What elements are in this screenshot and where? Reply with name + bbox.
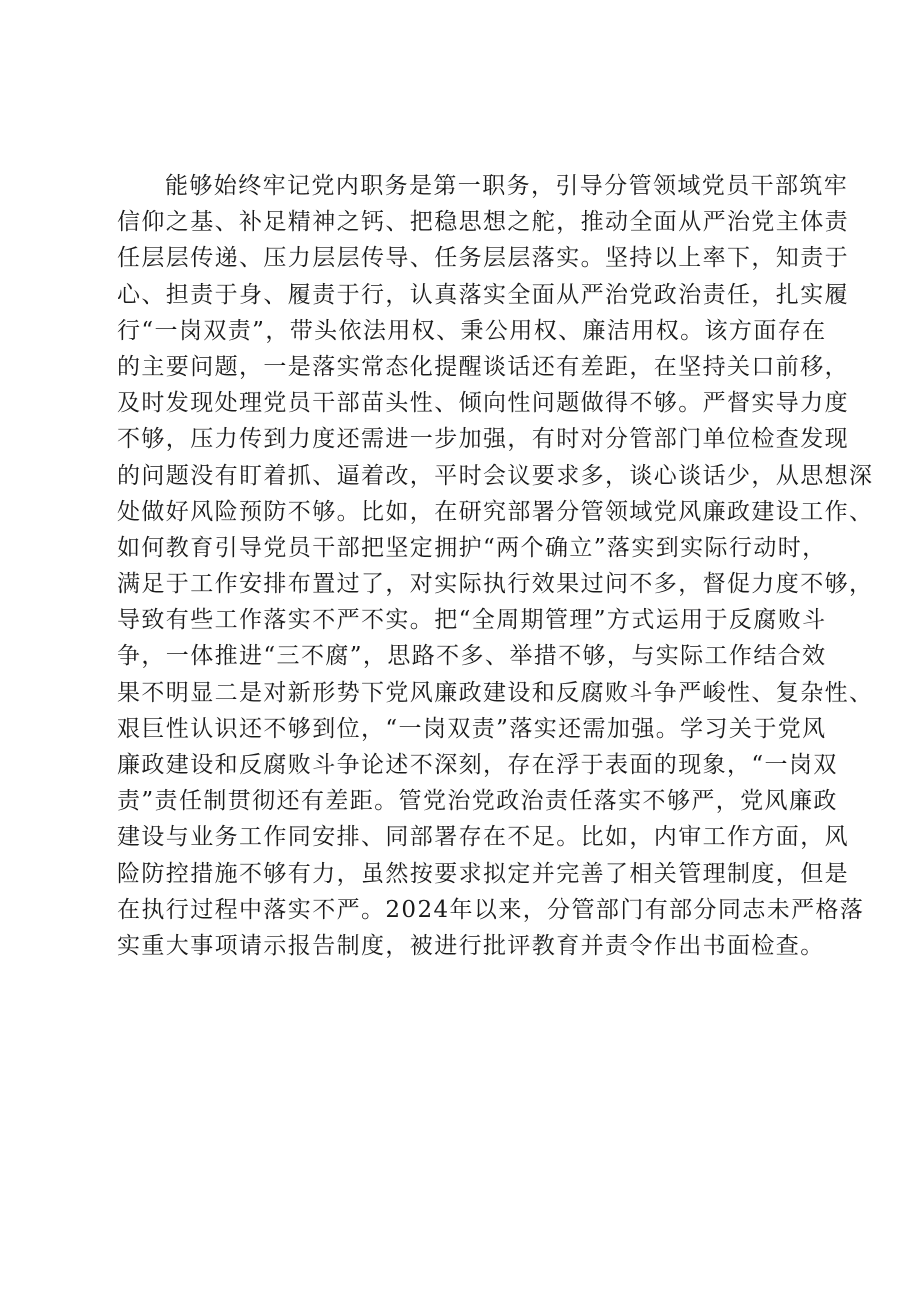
- text-line: 信仰之基、补足精神之钙、把稳思想之舵，推动全面从严治党主体责: [117, 209, 849, 236]
- text-line: 实重大事项请示报告制度，被进行批评教育并责令作出书面检查。: [117, 932, 825, 959]
- text-line: 艰巨性认识还不够到位，“一岗双责”落实还需加强。学习关于党风: [117, 715, 827, 742]
- text-line: 廉政建设和反腐败斗争论述不深刻，存在浮于表面的现象，“一岗双: [117, 752, 838, 778]
- text-line: 不够，压力传到力度还需进一步加强，有时对分管部门单位检查发现: [117, 426, 849, 453]
- text-line: 果不明显二是对新形势下党风廉政建设和反腐败斗争严峻性、复杂性、: [117, 679, 874, 706]
- text-line: 及时发现处理党员干部苗头性、倾向性问题做得不够。严督实导力度: [117, 390, 849, 417]
- text-line: 的问题没有盯着抓、逼着改，平时会议要求多，谈心谈话少，从思想深: [117, 462, 874, 489]
- text-line: 险防控措施不够有力，虽然按要求拟定并完善了相关管理制度，但是: [117, 860, 849, 887]
- text-line: 满足于工作安排布置过了，对实际执行效果过问不多，督促力度不够，: [117, 571, 874, 598]
- text-line: 心、担责于身、履责于行，认真落实全面从严治党政治责任，扎实履: [117, 281, 849, 308]
- text-line: 建设与业务工作同安排、同部署存在不足。比如，内审工作方面，风: [117, 824, 849, 851]
- text-line: 导致有些工作落实不严不实。把“全周期管理”方式运用于反腐败斗: [117, 607, 827, 634]
- text-line: 能够始终牢记党内职务是第一职务，引导分管领域党员干部筑牢: [165, 173, 849, 199]
- text-line: 责”责任制贯彻还有差距。管党治党政治责任落实不够严，党风廉政: [117, 788, 838, 815]
- text-line: 的主要问题，一是落实常态化提醒谈话还有差距，在坚持关口前移，: [117, 353, 849, 380]
- text-line: 如何教育引导党员干部把坚定拥护“两个确立”落实到实际行动时，: [117, 534, 827, 561]
- text-line: 任层层传递、压力层层传导、任务层层落实。坚持以上率下，知责于: [117, 245, 849, 272]
- text-line: 争，一体推进“三不腐”，思路不多、举措不够，与实际工作结合效: [117, 643, 827, 670]
- text-line: 处做好风险预防不够。比如，在研究部署分管领域党风廉政建设工作、: [117, 498, 874, 525]
- text-line: 在执行过程中落实不严。2024年以来，分管部门有部分同志未严格落: [117, 896, 865, 923]
- body-paragraph: [117, 168, 874, 964]
- text-line: 行“一岗双责”，带头依法用权、秉公用权、廉洁用权。该方面存在: [117, 317, 827, 344]
